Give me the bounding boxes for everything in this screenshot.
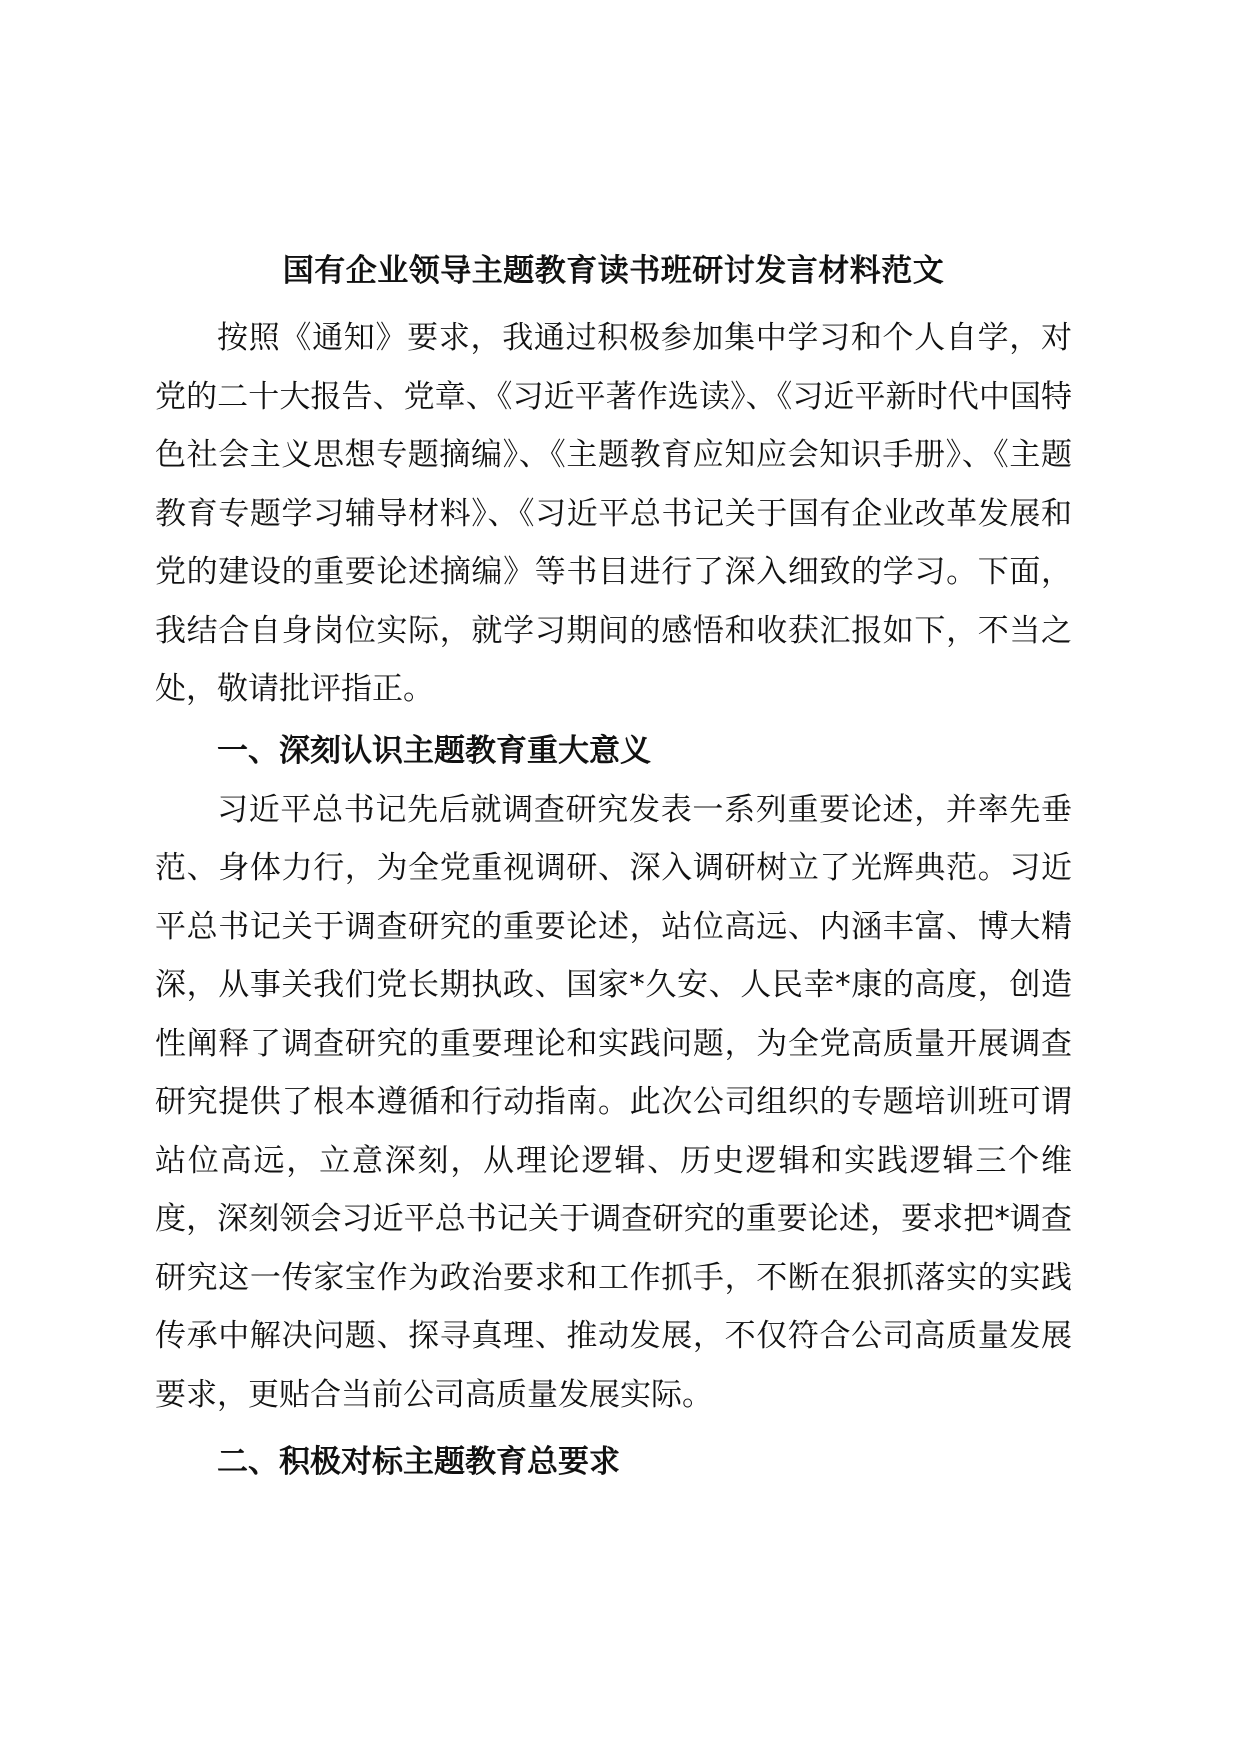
intro-paragraph: 按照《通知》要求，我通过积极参加集中学习和个人自学，对党的二十大报告、党章、《习近平著作选读》、《习近平新时代中国特色社会主义思想专题摘编》、《主题教育应知应会知识手册》、《主题教育专题学习辅导材料》、《习近平总书记关于国有企业改革发展和党的建设的重要论述摘编》等书目进行了深入细致的学习。下面，我结合自身岗位实际，就学习期间的感悟和收获汇报如下，不当之处，敬请批评指正。: [155, 320, 1072, 707]
document-body: [155, 243, 1072, 1492]
document-title: 国有企业领导主题教育读书班研讨发言材料范文: [282, 253, 945, 289]
section-1-heading: 一、深刻认识主题教育重大意义: [217, 732, 651, 769]
section-2-heading: 二、积极对标主题教育总要求: [217, 1444, 620, 1480]
section-1-paragraph: 习近平总书记先后就调查研究发表一系列重要论述，并率先垂范、身体力行，为全党重视调研、深入调研树立了光辉典范。习近平总书记关于调查研究的重要论述，站位高远、内涵丰富、博大精深，从事关我们党长期执政、国家*久安、人民幸*康的高度，创造性阐释了调查研究的重要理论和实践问题，为全党高质量开展调查研究提供了根本遵循和行动指南。此次公司组织的专题培训班可谓站位高远，立意深刻，从理论逻辑、历史逻辑和实践逻辑三个维度，深刻领会习近平总书记关于调查研究的重要论述，要求把*调查研究这一传家宝作为政治要求和工作抓手，不断在狠抓落实的实践传承中解决问题、探寻真理、推动发展，不仅符合公司高质量发展要求，更贴合当前公司高质量发展实际。: [155, 791, 1072, 1413]
